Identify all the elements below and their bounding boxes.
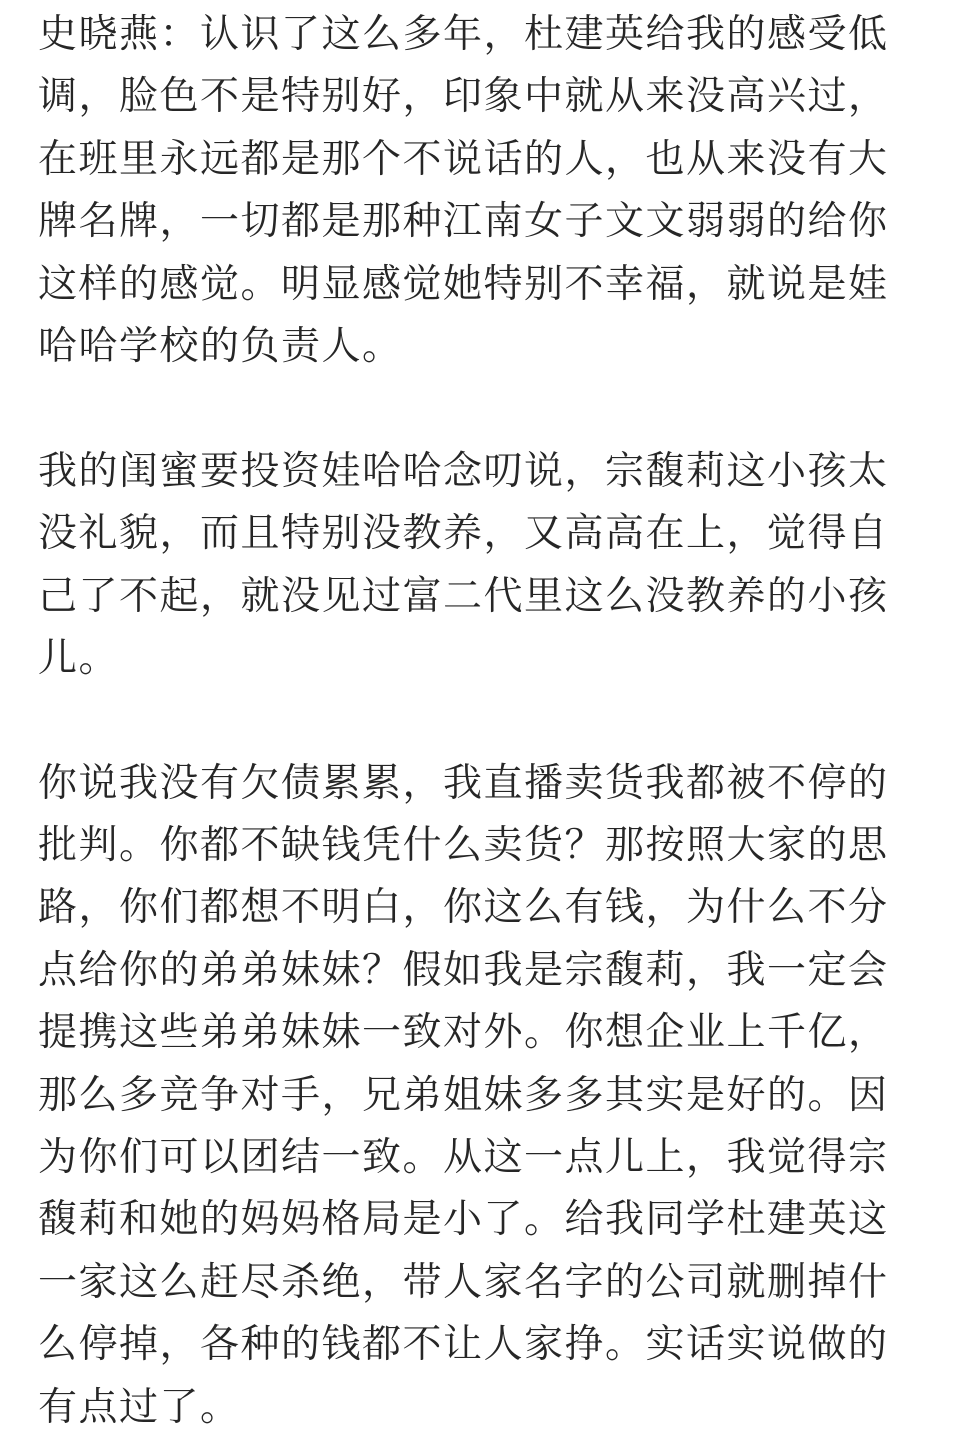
text-line: 史晓燕：认识了这么多年，杜建英给我的感受低 [38,12,889,57]
text-line: 己了不起，就没见过富二代里这么没教养的小孩 [38,573,889,619]
text-line: 这样的感觉。明显感觉她特别不幸福，就说是娃 [38,261,889,307]
text-line: 哈哈学校的负责人。 [38,323,403,369]
text-line: 牌名牌，一切都是那种江南女子文文弱弱的给你 [38,199,889,245]
text-line: 你说我没有欠债累累，我直播卖货我都被不停的 [38,760,889,806]
paragraph-2 [38,441,918,691]
text-line: 为你们可以团结一致。从这一点儿上，我觉得宗 [38,1135,889,1181]
text-line: 一家这么赶尽杀绝，带人家名字的公司就删掉什 [38,1259,889,1305]
paragraph-spacer [38,378,918,440]
text-line: 路，你们都想不明白，你这么有钱，为什么不分 [38,885,889,931]
paragraph-spacer [38,690,918,752]
text-line: 在班里永远都是那个不说话的人，也从来没有大 [38,136,889,182]
text-line: 我的闺蜜要投资娃哈哈念叨说，宗馥莉这小孩太 [38,448,889,494]
text-line: 调，脸色不是特别好，印象中就从来没高兴过， [38,74,889,120]
document-body [38,4,918,1439]
text-line: 有点过了。 [38,1384,241,1430]
paragraph-1 [38,4,918,378]
text-line: 点给你的弟弟妹妹？假如我是宗馥莉，我一定会 [38,947,889,993]
text-line: 没礼貌，而且特别没教养，又高高在上，觉得自 [38,511,889,557]
paragraph-3 [38,753,918,1439]
text-line: 提携这些弟弟妹妹一致对外。你想企业上千亿， [38,1010,889,1056]
text-line: 馥莉和她的妈妈格局是小了。给我同学杜建英这 [38,1197,889,1243]
text-line: 么停掉，各种的钱都不让人家挣。实话实说做的 [38,1322,889,1368]
text-line: 那么多竞争对手，兄弟姐妹多多其实是好的。因 [38,1072,889,1118]
text-line: 批判。你都不缺钱凭什么卖货？那按照大家的思 [38,823,889,869]
text-line: 儿。 [38,635,120,681]
